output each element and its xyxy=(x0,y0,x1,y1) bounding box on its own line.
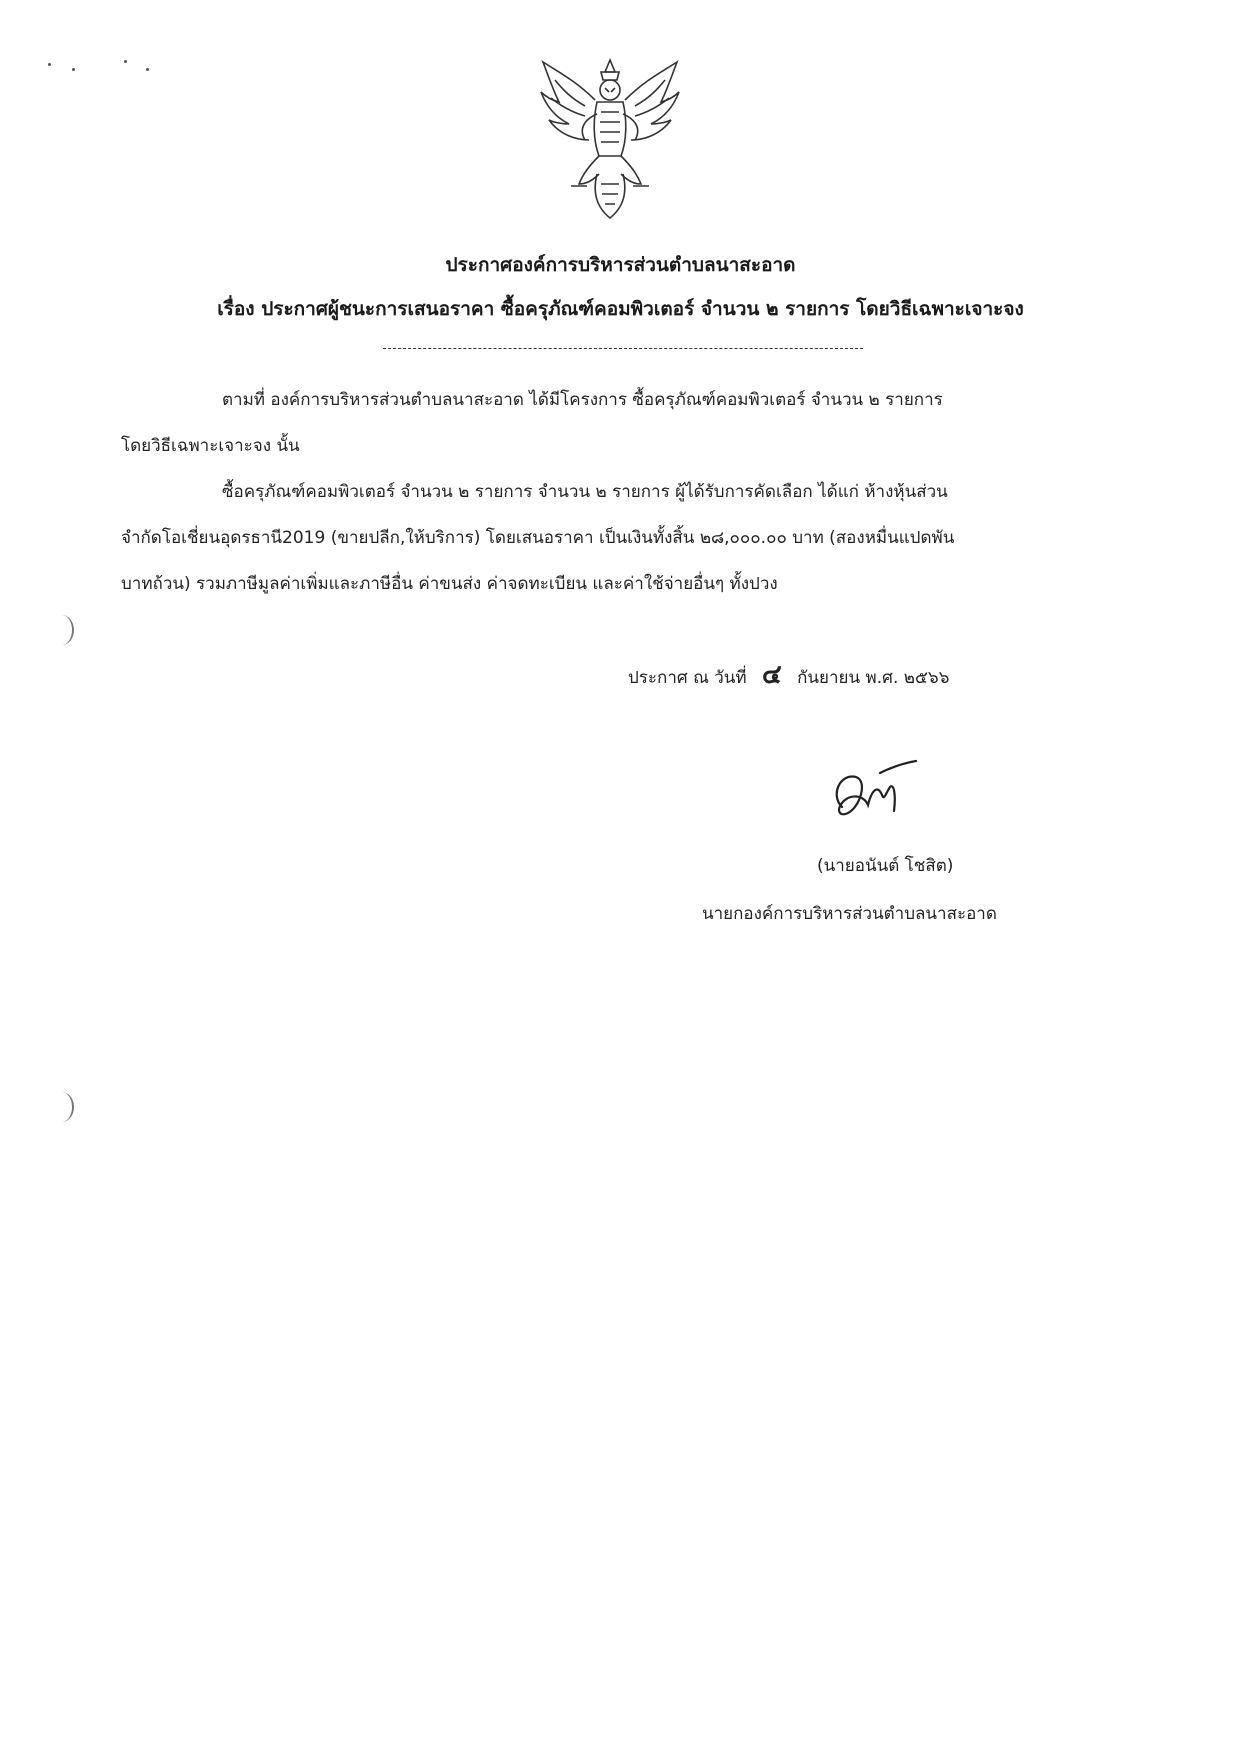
paragraph-2-line-3: บาทถ้วน) รวมภาษีมูลค่าเพิ่มและภาษีอื่น ค่าขนส่ง ค่าจดทะเบียน และค่าใช้จ่ายอื่นๆ ทั้งปวง xyxy=(121,574,778,594)
date-day: ๔ xyxy=(762,660,782,690)
binder-hole-mark xyxy=(50,615,74,645)
divider-line xyxy=(383,348,863,349)
scan-speck xyxy=(146,68,149,71)
binder-hole-mark xyxy=(50,1092,74,1122)
scan-speck xyxy=(48,63,51,66)
paragraph-2-line-1: ซื้อครุภัณฑ์คอมพิวเตอร์ จำนวน ๒ รายการ จำนวน ๒ รายการ ผู้ได้รับการคัดเลือก ได้แก่ ห้างหุ้นส่วน xyxy=(222,482,948,502)
scan-speck xyxy=(124,60,127,63)
announcement-subject: เรื่อง ประกาศผู้ชนะการเสนอราคา ซื้อครุภัณฑ์คอมพิวเตอร์ จำนวน ๒ รายการ โดยวิธีเฉพาะเจาะจง xyxy=(217,298,1024,320)
paragraph-1-line-1: ตามที่ องค์การบริหารส่วนตำบลนาสะอาด ได้มีโครงการ ซื้อครุภัณฑ์คอมพิวเตอร์ จำนวน ๒ รายการ xyxy=(222,390,943,410)
garuda-emblem-icon xyxy=(535,50,685,225)
announcement-date xyxy=(628,654,949,695)
signatory-name: (นายอนันต์ โชสิต) xyxy=(817,856,954,876)
date-month-year: กันยายน พ.ศ. ๒๕๖๖ xyxy=(797,668,950,688)
announcement-title: ประกาศองค์การบริหารส่วนตำบลนาสะอาด xyxy=(445,254,796,276)
date-prefix: ประกาศ ณ วันที่ xyxy=(628,668,747,688)
paragraph-1-line-2: โดยวิธีเฉพาะเจาะจง นั้น xyxy=(121,436,300,456)
signatory-position: นายกองค์การบริหารส่วนตำบลนาสะอาด xyxy=(702,904,997,924)
paragraph-2-line-2: จำกัดโอเชี่ยนอุดรธานี2019 (ขายปลีก,ให้บริการ) โดยเสนอราคา เป็นเงินทั้งสิ้น ๒๘,๐๐๐.๐๐ บาท (สองหมื่นแปดพัน xyxy=(121,528,955,548)
handwritten-signature xyxy=(820,755,940,835)
scan-speck xyxy=(72,68,75,71)
